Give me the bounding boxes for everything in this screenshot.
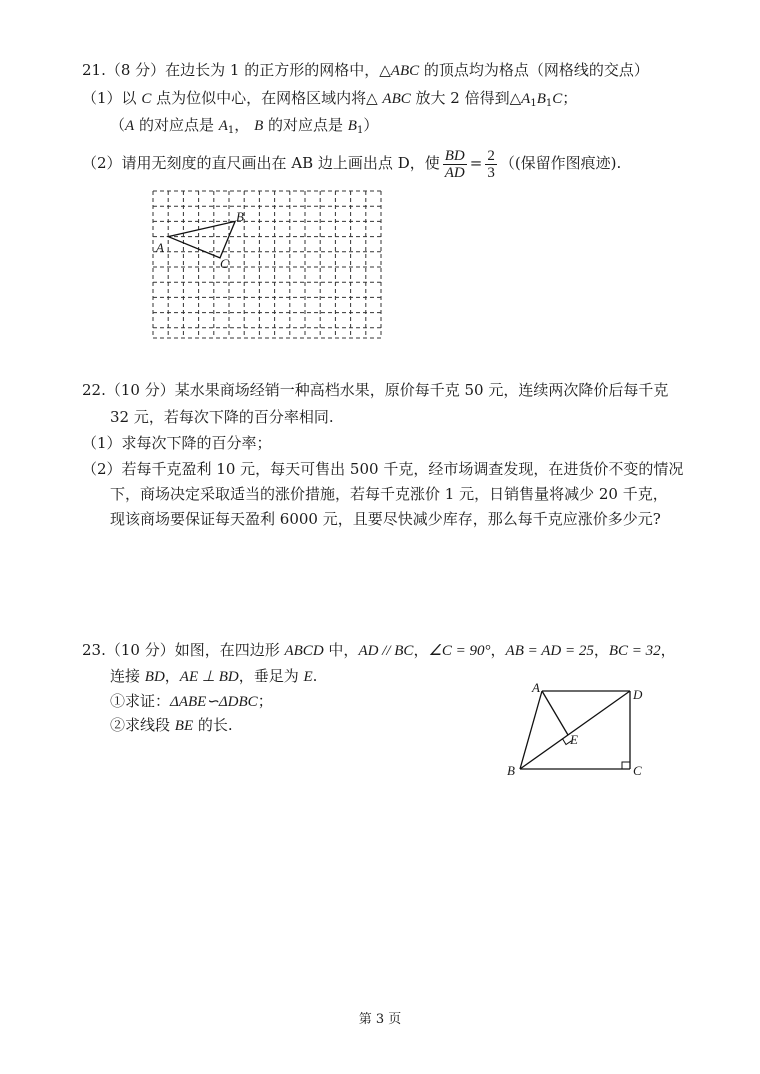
q21-note-B1: B [347, 118, 357, 134]
q21-p1-b: 点为位似中心，在网格区域内将△ [151, 89, 383, 107]
q21-header-abc: ABC [390, 63, 420, 79]
q23-quadrilateral-figure [500, 678, 660, 778]
q23-cond-angle: ∠C = 90° [428, 643, 491, 659]
q22-line4: （2）若每千克盈利 10 元，每天可售出 500 千克，经市场调查发现，在进货价不变的情况 [82, 460, 684, 478]
q21-p2-end: （(保留作图痕迹). [499, 154, 622, 172]
q21-fraction-2-3 [485, 148, 497, 181]
q23-l2-b: ， [164, 667, 180, 685]
q21-frac-num: BD [444, 147, 465, 164]
q23-subq2 [110, 715, 233, 736]
q23-l1-abcd: ABCD [284, 643, 324, 659]
label-b: B [507, 763, 515, 778]
label-a: A [156, 240, 164, 255]
q21-p2-a: （2）请用无刻度的直尺画出在 AB 边上画出点 D，使 [82, 154, 440, 172]
triangle-abc [168, 221, 235, 258]
q21-header-tail: 的顶点均为格点（网格线的交点） [419, 61, 649, 79]
q21-p1-a1-sub: 1 [530, 98, 537, 109]
q22-line1: 22.（10 分）某水果商场经销一种高档水果，原价每千克 50 元，连续两次降价后每千克 [82, 381, 669, 399]
q22-line5: 下，商场决定采取适当的涨价措施，若每千克涨价 1 元，日销售量将减少 20 千克， [110, 485, 668, 503]
q21-p1-c: C [141, 91, 152, 107]
q23-l1-d: ， [490, 641, 506, 659]
q21-note-B1-sub: 1 [356, 125, 364, 136]
q23-cond-bc: BC = 32 [608, 643, 661, 659]
q23-l2-perp: AE ⊥ BD [179, 669, 239, 685]
q23-subq1 [110, 691, 273, 712]
q21-p1-abc: ABC [382, 91, 411, 107]
q23-l2-a: 连接 [110, 667, 145, 685]
q23-cond-parallel: AD // BC [358, 643, 414, 659]
segment-ab [520, 691, 542, 769]
q23-s1-b: ； [257, 692, 273, 710]
q23-l1-e: ， [593, 641, 609, 659]
q21-p1-c1: C [552, 91, 563, 107]
q23-l2-c: ，垂足为 [238, 667, 304, 685]
q23-l1-a: 23.（10 分）如图，在四边形 [82, 641, 285, 659]
label-e: E [570, 732, 578, 747]
q23-line2 [110, 666, 317, 687]
q21-fraction-bd-ad [443, 148, 467, 181]
q21-p1-end: ； [562, 89, 578, 107]
label-a: A [532, 680, 540, 695]
q21-rfrac-num: 2 [487, 147, 495, 164]
q21-part1 [82, 88, 577, 114]
q22-line2: 32 元，若每次下降的百分率相同. [110, 408, 334, 426]
q21-eq: = [469, 154, 483, 172]
q22-line6: 现该商场要保证每天盈利 6000 元，且要尽快减少库存，那么每千克应涨价多少元? [110, 510, 661, 528]
label-c: C [220, 256, 229, 271]
q23-l1-c: ， [413, 641, 429, 659]
q21-part2 [82, 146, 621, 181]
label-c: C [633, 763, 642, 778]
q21-p1-b1-sub: 1 [545, 98, 553, 109]
q21-grid-figure [150, 188, 386, 344]
q21-note-B: B [254, 118, 264, 134]
q23-s2-b: 的长. [193, 716, 233, 734]
q23-s1-a: ①求证： [110, 692, 171, 710]
segment-bd [520, 691, 630, 769]
segment-ae [542, 691, 568, 735]
q21-note-A1-sub: 1 [227, 125, 235, 136]
q23-l1-b: 中， [323, 641, 359, 659]
q21-part1-note [110, 115, 378, 141]
q23-l2-e: E [303, 669, 313, 685]
page-number: 第 3 页 [358, 1012, 402, 1027]
q21-note-close: ） [363, 116, 379, 134]
q21-p1-b1: B [536, 91, 546, 107]
q23-s2-a: ②求线段 [110, 716, 175, 734]
grid-lines [153, 191, 381, 338]
q21-p1-a1: A [521, 91, 531, 107]
q21-p1-a: （1）以 [82, 89, 142, 107]
q21-header [82, 60, 649, 81]
label-d: D [633, 687, 643, 702]
q21-note-A1: A [218, 118, 228, 134]
q21-frac-den: AD [444, 164, 465, 181]
q21-note-open: （ [110, 116, 126, 134]
q23-s1-expr: ΔABE∽ΔDBC [170, 694, 258, 710]
label-b: B [236, 209, 244, 224]
q21-p1-d: 放大 2 倍得到△ [410, 89, 522, 107]
q23-cond-equal: AB = AD = 25 [505, 643, 594, 659]
q23-line1 [82, 640, 676, 661]
q21-note-mid2: ， [234, 116, 255, 134]
q21-rfrac-den: 3 [487, 164, 495, 181]
q21-header-text: 21.（8 分）在边长为 1 的正方形的网格中，△ [82, 61, 391, 79]
q23-l2-d: . [312, 667, 318, 685]
q21-note-mid1: 的对应点是 [134, 116, 219, 134]
right-angle-mark-c [622, 762, 630, 769]
q23-s2-be: BE [174, 718, 194, 734]
q22-line3: （1）求每次下降的百分率； [82, 434, 272, 452]
q21-note-mid3: 的对应点是 [263, 116, 348, 134]
q23-l2-bd: BD [144, 669, 165, 685]
q21-note-A: A [125, 118, 135, 134]
q23-l1-f: ， [660, 641, 676, 659]
